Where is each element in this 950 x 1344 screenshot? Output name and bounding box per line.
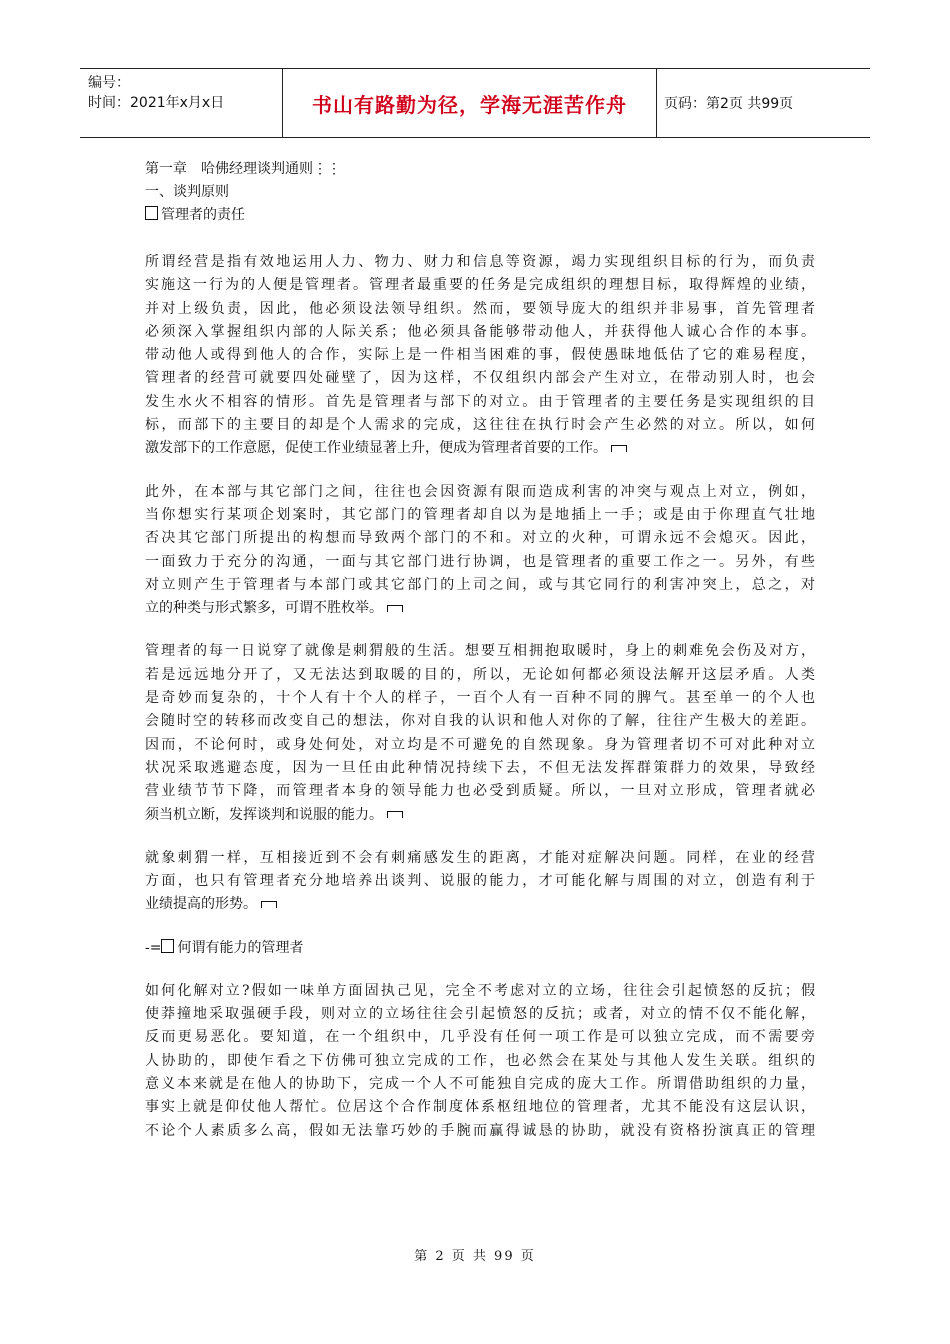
page-header	[80, 68, 870, 138]
text-line: 营业绩节节下降，而管理者本身的领导能力也必受到质疑。所以，一旦对立形成，管理者就必	[145, 783, 815, 800]
text-line: 并对上级负责，因此，他必须设法领导组织。然而，要领导庞大的组织并非易事，首先管理者	[145, 300, 815, 317]
text-line: 实施这一行为的人便是管理者。管理者最重要的任务是完成组织的理想目标，取得辉煌的业绩，	[145, 277, 815, 294]
paragraph-mark-icon	[261, 901, 277, 908]
text-line-content: 激发部下的工作意愿，促使工作业绩显著上升，便成为管理者首要的工作。	[145, 440, 607, 457]
paragraph-mark-icon	[611, 445, 627, 452]
chapter-title: 第一章 哈佛经理谈判通则⋮⋮	[145, 161, 341, 177]
section-title: 一、谈判原则	[145, 184, 229, 200]
text-line: 反而更易恶化。要知道，在一个组织中，几乎没有任何一项工作是可以独立完成，而不需要旁	[145, 1029, 815, 1046]
text-line: 标，而部下的主要目的却是个人需求的完成，这往往在执行时会产生必然的对立。所以，如何	[145, 417, 815, 434]
text-line: 管理者的每一日说穿了就像是刺猬般的生活。想要互相拥抱取暖时，身上的刺难免会伤及对方，	[145, 643, 815, 660]
subsection-label: 管理者的责任	[161, 207, 245, 223]
page-footer: 第 2 页 共 99 页	[414, 1249, 536, 1264]
header-motto: 书山有路勤为径，学海无涯苦作舟	[312, 92, 627, 117]
subsection-title	[145, 204, 815, 227]
subsection-label: 何谓有能力的管理者	[177, 939, 304, 956]
paragraph	[145, 481, 815, 621]
checkbox-square-icon	[145, 206, 158, 220]
text-line	[145, 437, 815, 460]
text-line	[145, 804, 815, 827]
text-line	[145, 893, 815, 916]
text-line: 因而，不论何时，或身处何处，对立均是不可避免的自然现象。身为管理者切不可对此种对立	[145, 736, 815, 753]
text-line-content: 立的种类与形式繁多，可谓不胜枚举。	[145, 600, 383, 617]
text-line-content: 业绩提高的形势。	[145, 896, 257, 913]
text-line: 事实上就是仰仗他人帮忙。位居这个合作制度体系枢纽地位的管理者，尤其不能没有这层认识，	[145, 1099, 815, 1116]
text-line: 发生水火不相容的情形。首先是管理者与部下的对立。由于管理者的主要任务是实现组织的目	[145, 393, 815, 410]
text-line: 当你想实行某项企划案时，其它部门的管理者却自以为是地插上一手；或是由于你理直气壮地	[145, 506, 815, 523]
subsection-title	[145, 937, 815, 960]
document-body	[145, 158, 815, 1143]
paragraph	[145, 640, 815, 826]
paragraph	[145, 251, 815, 461]
time-label: 时间：2021年x月x日	[88, 95, 225, 111]
text-line: 方面，也只有管理者充分地培养出谈判、说服的能力，才可能化解与周围的对立，创造有利于	[145, 873, 815, 890]
subsection-prefix: -=	[145, 939, 162, 956]
text-line: 对立则产生于管理者与本部门或其它部门的上司之间，或与其它同行的利害冲突上，总之，对	[145, 576, 815, 593]
text-line: 此外，在本部与其它部门之间，往往也会因资源有限而造成利害的冲突与观点上对立，例如，	[145, 483, 815, 500]
text-line: 不论个人素质多么高，假如无法靠巧妙的手腕而赢得诚恳的协助，就没有资格扮演真正的管理	[145, 1122, 815, 1139]
text-line: 状况采取逃避态度，因为一旦任由此种情况持续下去，不但无法发挥群策群力的效果，导致经	[145, 759, 815, 776]
text-line-content: 须当机立断，发挥谈判和说服的能力。	[145, 806, 383, 823]
text-line	[145, 597, 815, 620]
text-line: 使莽撞地采取强硬手段，则对立的立场往往会引起愤怒的反抗；或者，对立的情不仅不能化解，	[145, 1006, 815, 1023]
header-divider	[656, 69, 657, 137]
text-line: 一面致力于充分的沟通，一面与其它部门进行协调，也是管理者的重要工作之一。另外，有些	[145, 553, 815, 570]
checkbox-square-icon	[161, 939, 174, 953]
text-line: 管理者的经营可就要四处碰壁了，因为这样，不仅组织内部会产生对立，在带动别人时，也会	[145, 370, 815, 387]
paragraph-mark-icon	[387, 605, 403, 612]
text-line: 意义本来就是在他人的协助下，完成一个人不可能独自完成的庞大工作。所谓借助组织的力量，	[145, 1075, 815, 1092]
paragraph	[145, 980, 815, 1143]
text-line: 如何化解对立?假如一味单方面固执己见，完全不考虑对立的立场，往往会引起愤怒的反抗；假	[145, 982, 815, 999]
header-page-info: 页码：第2页 共99页	[664, 96, 794, 112]
number-label: 编号：	[88, 75, 130, 91]
text-line: 所谓经营是指有效地运用人力、物力、财力和信息等资源，竭力实现组织目标的行为，而负责	[145, 254, 815, 270]
header-meta	[88, 73, 278, 113]
text-line: 若是远远地分开了，又无法达到取暖的目的，所以，无论如何都必须设法解开这层矛盾。人类	[145, 666, 815, 683]
text-line: 人协助的，即使乍看之下仿佛可独立完成的工作，也必然会在某处与其他人发生关联。组织的	[145, 1052, 815, 1069]
paragraph-mark-icon	[387, 811, 403, 818]
text-line: 会随时空的转移而改变自己的想法，你对自我的认识和他人对你的了解，往往产生极大的差距。	[145, 713, 815, 730]
text-line: 带动他人或得到他人的合作，实际上是一件相当困难的事，假使愚昧地低估了它的难易程度，	[145, 347, 815, 364]
paragraph	[145, 847, 815, 917]
text-line: 是奇妙而复杂的，十个人有十个人的样子，一百个人有一百种不同的脾气。甚至单一的个人也	[145, 690, 815, 707]
text-line: 否决其它部门所提出的构想而导致两个部门的不和。对立的火种，可谓永远不会熄灭。因此，	[145, 530, 815, 547]
text-line: 就象刺猬一样，互相接近到不会有刺痛感发生的距离，才能对症解决问题。同样，在业的经营	[145, 849, 815, 866]
text-line: 必须深入掌握组织内部的人际关系；他必须具备能够带动他人，并获得他人诚心合作的本事。	[145, 323, 815, 340]
